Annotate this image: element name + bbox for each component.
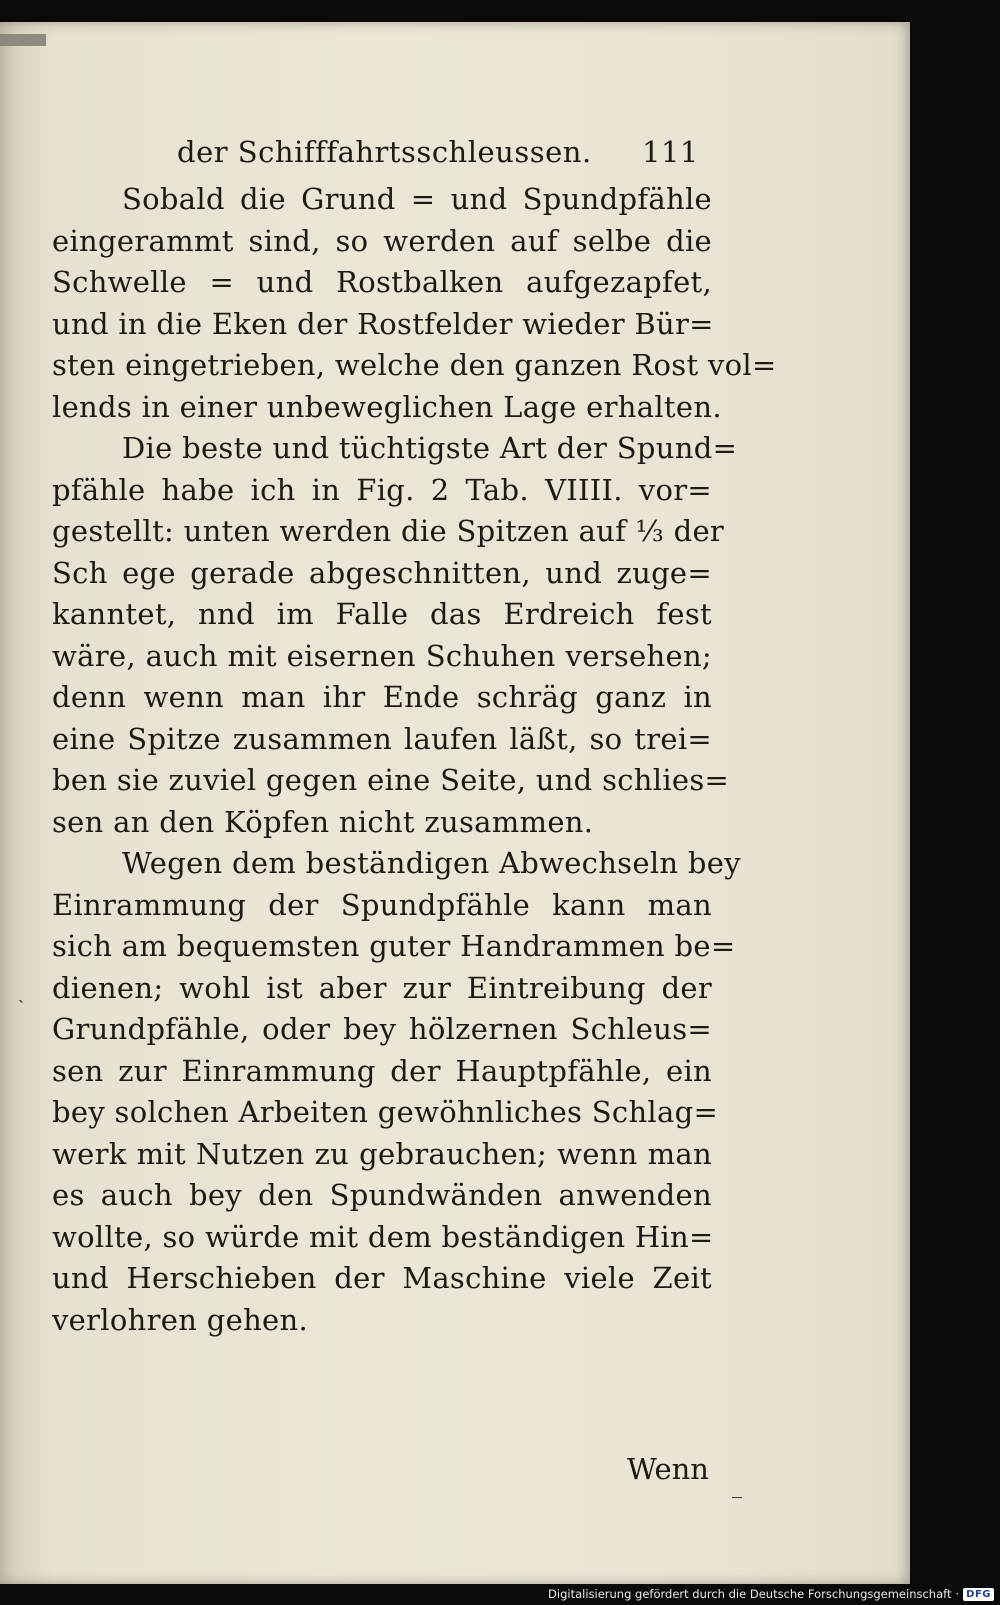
- ink-speck: `: [18, 997, 24, 1017]
- text-line: gestellt: unten werden die Spitzen auf ⅓ der: [52, 514, 725, 548]
- text-line: sich am bequemsten guter Handrammen be=: [52, 929, 736, 963]
- catchword-dash: [732, 1497, 742, 1498]
- text-line: Wegen dem beständigen Abwechseln bey: [122, 846, 741, 880]
- catchword: Wenn: [627, 1452, 709, 1486]
- text-line: Die beste und tüchtigste Art der Spund=: [122, 431, 738, 465]
- text-line: kanntet, nnd im Falle das Erdreich fest: [52, 597, 712, 631]
- text-line: Sch ege gerade abgeschnitten, und zuge=: [52, 555, 712, 590]
- text-line: sen zur Einrammung der Hauptpfähle, ein: [52, 1053, 712, 1088]
- text-line: sen an den Köpfen nicht zusammen.: [52, 804, 594, 839]
- running-head: [52, 127, 712, 179]
- paragraph-2: [52, 428, 738, 843]
- text-line: es auch bey den Spundwänden anwenden: [52, 1178, 712, 1212]
- text-line: sten eingetrieben, welche den ganzen Rost vol=: [52, 348, 777, 382]
- text-line: eingerammt sind, so werden auf selbe die: [52, 223, 712, 258]
- text-line: Grundpfähle, oder bey hölzernen Schleus=: [52, 1012, 712, 1046]
- text-line: Sobald die Grund = und Spundpfähle: [122, 182, 712, 216]
- text-line: werk mit Nutzen zu gebrauchen; wenn man: [52, 1136, 712, 1171]
- text-line: dienen; wohl ist aber zur Eintreibung der: [52, 970, 712, 1005]
- text-line: Schwelle = und Rostbalken aufgezapfet,: [52, 265, 712, 299]
- text-block: [52, 127, 777, 1486]
- book-page: [0, 22, 910, 1584]
- credit-text: Digitalisierung gefördert durch die Deutsche Forschungsgemeinschaft: [548, 1587, 952, 1601]
- text-line: wollte, so würde mit dem beständigen Hin=: [52, 1219, 714, 1254]
- digitization-credit: [548, 1587, 994, 1601]
- credit-separator: ·: [955, 1587, 960, 1601]
- paragraph-3: [52, 843, 741, 1341]
- page-number: 111: [642, 135, 699, 169]
- text-line: denn wenn man ihr Ende schräg ganz in: [52, 680, 712, 714]
- running-title: der Schifffahrtsschleussen.: [177, 135, 592, 169]
- text-line: wäre, auch mit eisernen Schuhen versehen;: [52, 638, 712, 673]
- text-line: pfähle habe ich in Fig. 2 Tab. VIIII. vor=: [52, 472, 712, 507]
- page-edge-shadow: [0, 34, 46, 46]
- text-line: verlohren gehen.: [52, 1302, 309, 1337]
- text-line: lends in einer unbeweglichen Lage erhalten.: [52, 389, 722, 424]
- text-line: bey solchen Arbeiten gewöhnliches Schlag=: [52, 1095, 719, 1129]
- text-line: ben sie zuviel gegen eine Seite, und schlies=: [52, 763, 730, 797]
- paragraph-1: [52, 179, 777, 428]
- text-line: eine Spitze zusammen laufen läßt, so trei=: [52, 721, 712, 756]
- text-line: Einrammung der Spundpfähle kann man: [52, 887, 712, 922]
- text-line: und Herschieben der Maschine viele Zeit: [52, 1261, 712, 1295]
- text-line: und in die Eken der Rostfelder wieder Bür=: [52, 306, 714, 341]
- dfg-logo-icon: DFG: [963, 1588, 994, 1601]
